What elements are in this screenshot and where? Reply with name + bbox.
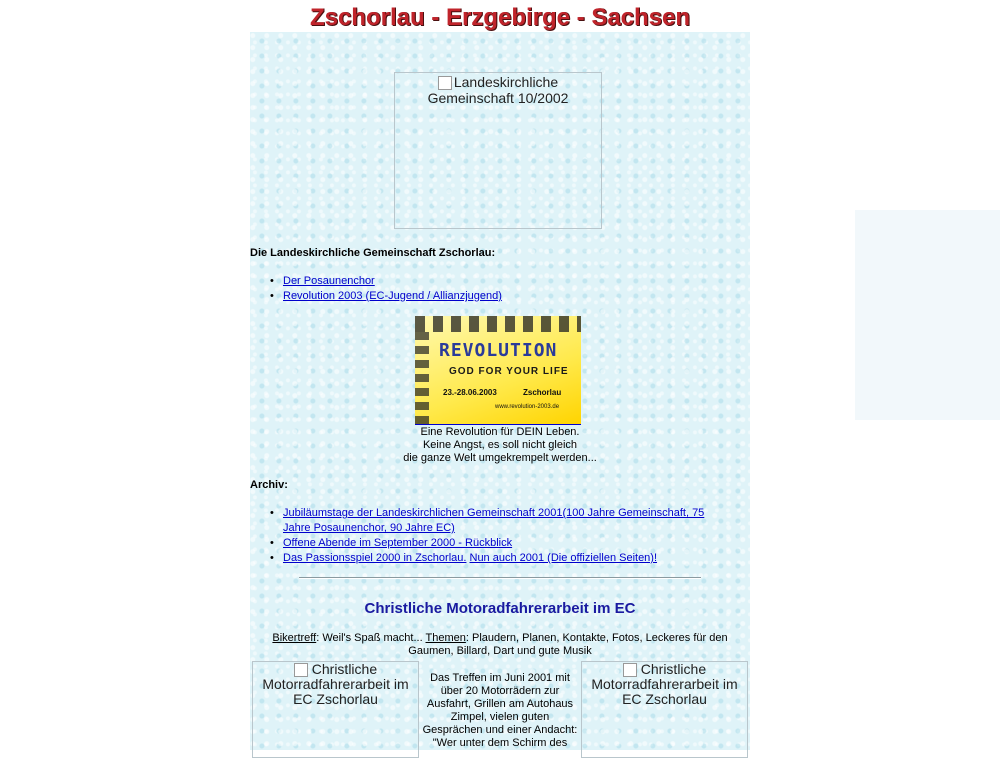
link-revolution-2003[interactable]: Revolution 2003 (EC-Jugend / Allianzjugend) [283,290,502,302]
main-image-alt: Landeskirchliche Gemeinschaft 10/2002 [427,74,569,107]
main-content [250,32,750,750]
banner-stripe [415,316,581,332]
biker-text-2: : Plaudern, Planen, Kontakte, Fotos, Leckeres für den Gaumen, Billard, Dart und gute Musik [408,632,728,657]
broken-image-icon [294,663,308,677]
intro-label: Die Landeskirchliche Gemeinschaft Zschorlau: [250,247,496,259]
link-offene-abende[interactable]: Offene Abende im September 2000 - Rückblick [283,537,513,549]
banner-tagline: GOD FOR YOUR LIFE [449,366,569,377]
biker-text-1: : Weil's Spaß macht... [316,632,426,644]
caption-line: Keine Angst, es soll nicht gleich [422,439,578,451]
list-item [270,274,730,289]
banner-sidebar [415,332,429,424]
list-item [270,289,730,304]
archive-label: Archiv: [250,479,288,491]
biker-image-left [252,661,419,758]
biker-image-left-alt: Christliche Motorradfahrerarbeit im EC Zschorlau [262,661,409,708]
archive-links [270,506,730,566]
list-item [270,536,730,551]
link-jubilaeumstage[interactable]: Jubiläumstage der Landeskirchlichen Gemeinschaft 2001(100 Jahre Gemeinschaft, 75 Jahre Posaunenchor, 90 Jahre EC) [283,507,705,534]
link-passionsspiel-2001[interactable]: Nun auch 2001 (Die offiziellen Seiten)! [469,552,658,564]
caption-line: die ganze Welt umgekrempelt werden... [403,452,597,464]
site-title: Zschorlau - Erzgebirge - Sachsen [309,4,691,31]
caption-line: Eine Revolution für DEIN Leben. [420,426,580,438]
broken-image-icon [623,663,637,677]
link-passionsspiel-2000[interactable]: Das Passionsspiel 2000 in Zschorlau. [283,552,467,564]
background-patch [855,210,1000,420]
broken-image-icon [438,76,452,90]
biker-intro [250,632,750,658]
banner-dates: 23.-28.06.2003 [443,388,497,397]
banner-place: Zschorlau [523,388,562,397]
biker-image-right-alt: Christliche Motorradfahrerarbeit im EC Zschorlau [591,661,738,708]
banner-url: www.revolution-2003.de [495,404,560,410]
main-links [270,274,730,304]
main-image [394,72,602,229]
link-posaunenchor[interactable]: Der Posaunenchor [283,275,375,287]
list-item [270,506,730,536]
revolution-caption [250,426,750,465]
themen-label: Themen [425,632,466,644]
banner-word: REVOLUTION [439,340,558,361]
list-item [270,551,730,566]
biker-description: Das Treffen im Juni 2001 mit über 20 Motorrädern zur Ausfahrt, Grillen am Autohaus Zimpel, vielen guten Gesprächen und einer Andacht: "Wer unter dem Schirm des [422,672,578,749]
bikertreff-label: Bikertreff [272,632,317,644]
section-title: Christliche Motoradfahrerarbeit im EC [364,600,636,617]
revolution-banner[interactable] [415,316,581,425]
biker-image-right [581,661,748,758]
divider [299,577,701,579]
